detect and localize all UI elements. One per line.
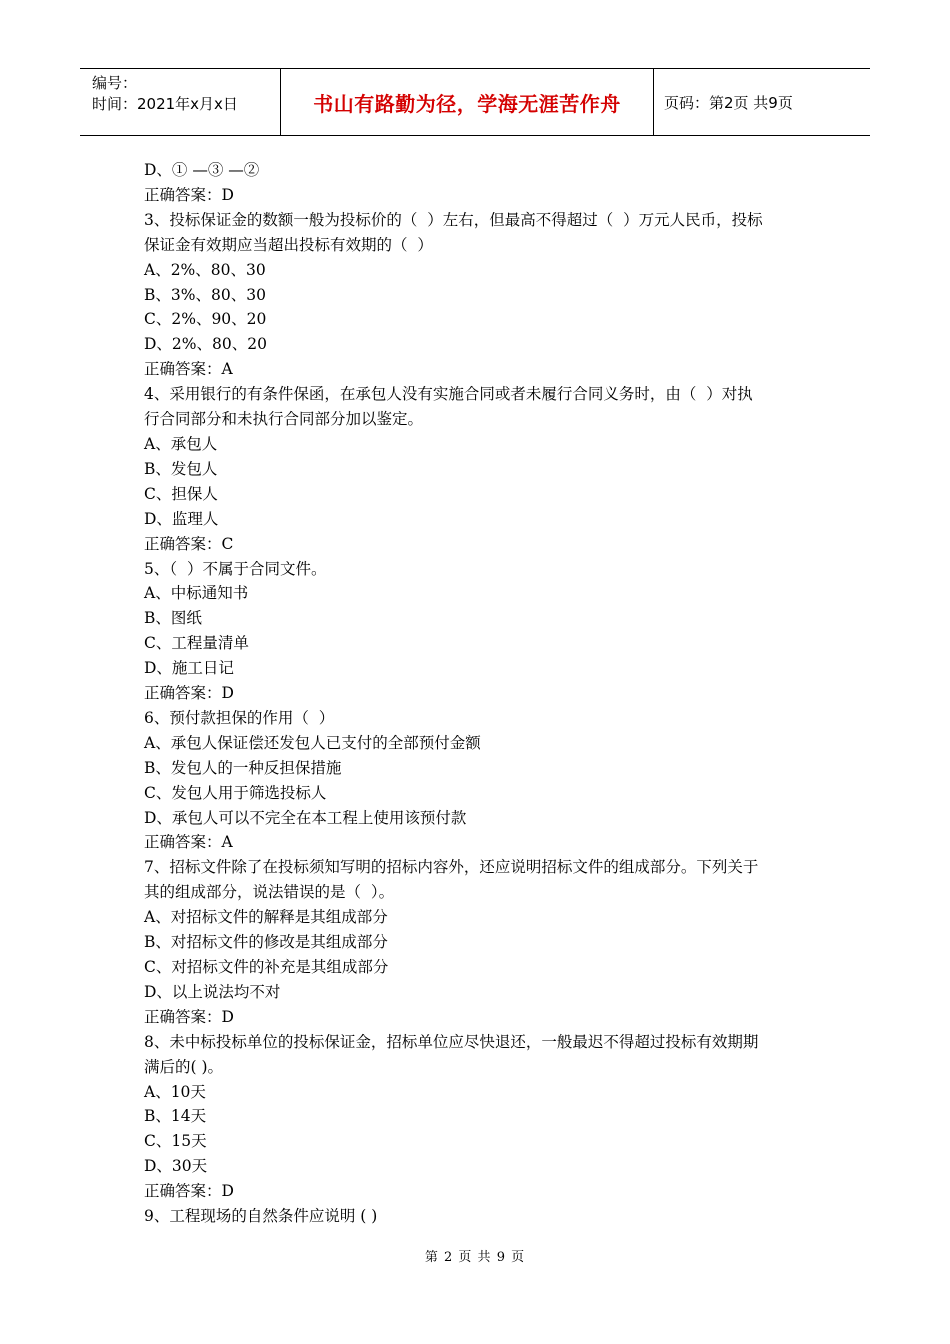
number-label: 编号： [92, 74, 138, 92]
text-line: B、发包人 [144, 459, 218, 478]
text-line: C、15天 [144, 1132, 207, 1151]
text-line: 5、（ ）不属于合同文件。 [144, 559, 327, 578]
text-line: D、2%、80、20 [144, 335, 267, 354]
text-line: 8、未中标投标单位的投标保证金，招标单位应尽快退还，一般最迟不得超过投标有效期期 [144, 1032, 759, 1051]
text-line: A、2%、80、30 [144, 260, 266, 279]
text-line: D、承包人可以不完全在本工程上使用该预付款 [144, 808, 467, 827]
text-line: A、10天 [144, 1082, 206, 1101]
text-line: C、发包人用于筛选投标人 [144, 783, 327, 802]
document-body [144, 158, 814, 1229]
text-line: 正确答案：D [144, 684, 234, 703]
header-page-info-cell [654, 69, 870, 135]
time-label: 时间：2021年x月x日 [92, 95, 238, 113]
text-line: D、30天 [144, 1157, 208, 1176]
text-line: 正确答案：D [144, 185, 234, 204]
text-line: 行合同部分和未执行合同部分加以鉴定。 [144, 410, 424, 429]
text-line: D、监理人 [144, 509, 219, 528]
motto: 书山有路勤为径，学海无涯苦作舟 [313, 91, 621, 116]
text-line: A、承包人保证偿还发包人已支付的全部预付金额 [144, 733, 481, 752]
text-line: 6、预付款担保的作用（ ） [144, 708, 335, 727]
text-line: D、① —③ —② [144, 161, 260, 179]
text-line: 正确答案：A [144, 833, 233, 852]
text-line: B、对招标文件的修改是其组成部分 [144, 933, 388, 952]
text-line: 7、招标文件除了在投标须知写明的招标内容外，还应说明招标文件的组成部分。下列关于 [144, 858, 759, 877]
text-line: A、中标通知书 [144, 584, 249, 603]
text-line: 4、采用银行的有条件保函，在承包人没有实施合同或者未履行合同义务时，由（ ）对执 [144, 385, 753, 404]
page-footer [0, 1246, 950, 1265]
text-line: D、施工日记 [144, 659, 234, 678]
text-line: B、14天 [144, 1107, 207, 1126]
text-line: 满后的( )。 [144, 1057, 224, 1076]
text-line: B、图纸 [144, 609, 202, 628]
text-line: C、担保人 [144, 484, 218, 503]
text-line: A、对招标文件的解释是其组成部分 [144, 908, 388, 927]
text-line: C、2%、90、20 [144, 310, 267, 329]
page-header [80, 68, 870, 136]
text-line: 正确答案：C [144, 534, 234, 553]
text-line: 9、工程现场的自然条件应说明 ( ) [144, 1207, 378, 1226]
page-info: 页码：第2页 共9页 [664, 93, 793, 112]
footer-page-number: 第 2 页 共 9 页 [424, 1250, 526, 1265]
text-line: B、发包人的一种反担保措施 [144, 758, 342, 777]
text-line: 正确答案：D [144, 1182, 234, 1201]
header-meta [80, 69, 281, 135]
text-line: C、工程量清单 [144, 634, 249, 653]
text-line: 正确答案：D [144, 1007, 234, 1026]
text-line: B、3%、80、30 [144, 285, 266, 304]
text-line: C、对招标文件的补充是其组成部分 [144, 958, 389, 976]
text-line: 保证金有效期应当超出投标有效期的（ ） [144, 235, 433, 254]
text-line: A、承包人 [144, 434, 218, 453]
header-motto-cell [281, 69, 654, 135]
text-line: 其的组成部分，说法错误的是（ ）。 [144, 883, 395, 902]
text-line: D、以上说法均不对 [144, 982, 281, 1001]
text-line: 正确答案：A [144, 360, 233, 379]
text-line: 3、投标保证金的数额一般为投标价的（ ）左右，但最高不得超过（ ）万元人民币，投标 [144, 210, 763, 229]
